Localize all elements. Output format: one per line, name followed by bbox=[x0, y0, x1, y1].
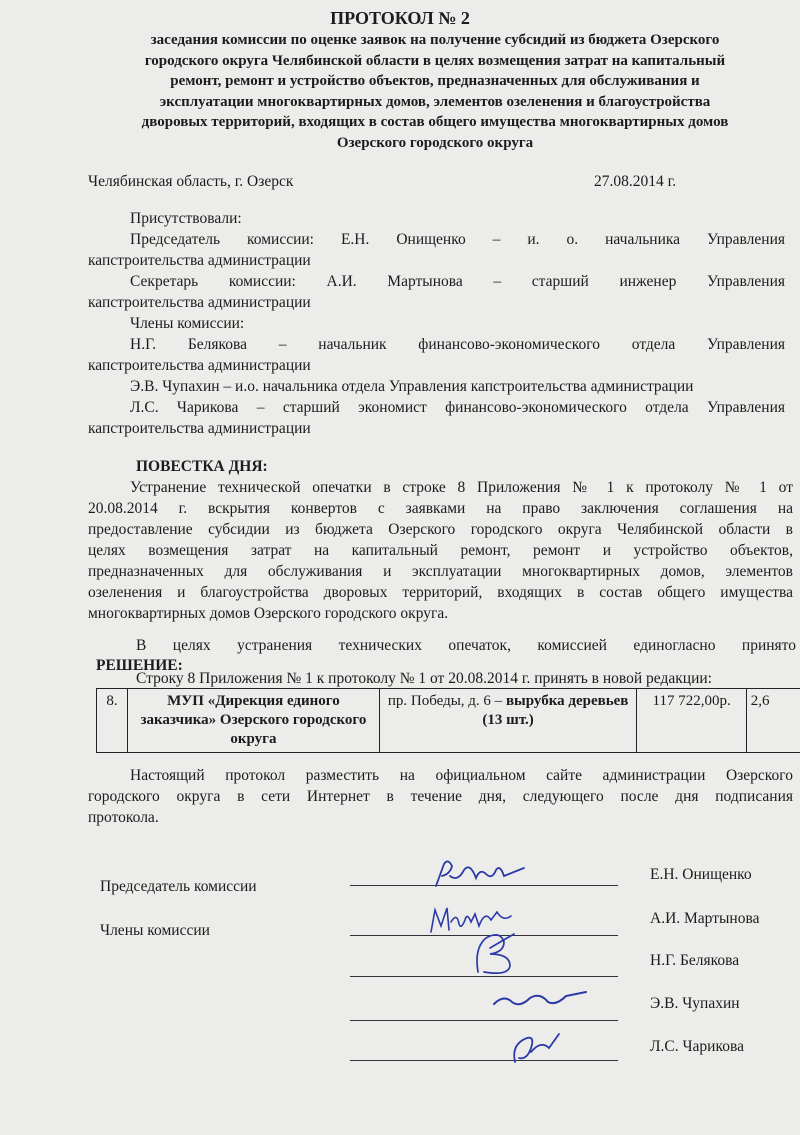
publication-line: протокола. bbox=[88, 809, 159, 826]
object-address: пр. Победы, д. 6 – bbox=[387, 693, 506, 709]
decision-heading: РЕШЕНИЕ: bbox=[96, 657, 183, 674]
organization-cell: МУП «Дирекция единого заказчика» Озерского городского округа bbox=[128, 689, 380, 753]
attendance-heading: Присутствовали: bbox=[130, 210, 242, 227]
members-heading: Члены комиссии: bbox=[130, 315, 245, 332]
publication-text bbox=[88, 765, 793, 828]
signatory-name: Э.В. Чупахин bbox=[650, 995, 740, 1012]
secretary-line-cont: капстроительства администрации bbox=[88, 294, 311, 311]
subtitle-line: дворовых территорий, входящих в состав общего имущества многоквартирных домов bbox=[141, 114, 729, 131]
table-row bbox=[97, 689, 800, 753]
agenda-line: целях возмещения затрат на капитальный ремонт, ремонт и устройство объектов, bbox=[88, 542, 793, 559]
agenda-line: предоставление субсидии из бюджета Озерского городского округа Челябинской области в bbox=[88, 521, 793, 538]
chairman-line: Председатель комиссии: Е.Н. Онищенко – и. о. начальника Управления bbox=[130, 231, 785, 248]
subtitle-line: Озерского городского округа bbox=[336, 134, 534, 151]
member-line-cont: капстроительства администрации bbox=[88, 357, 311, 374]
agenda-line: Устранение технической опечатки в строке 8 Приложения № 1 к протоколу № 1 от bbox=[130, 479, 793, 496]
agenda-line: 20.08.2014 г. вскрытия конвертов с заявками на право заключения соглашения на bbox=[88, 500, 793, 517]
agenda-heading: ПОВЕСТКА ДНЯ: bbox=[136, 458, 268, 475]
publication-line: городского округа в сети Интернет в течение дня, следующего после дня подписания bbox=[88, 788, 793, 805]
signatory-name: Е.Н. Онищенко bbox=[650, 866, 752, 883]
signature-line bbox=[350, 1020, 618, 1021]
decision-intro: В целях устранения технических опечаток, комиссией единогласно принято bbox=[136, 637, 796, 654]
subtitle-line: ремонт, ремонт и устройство объектов, предназначенных для обслуживания и bbox=[170, 73, 700, 90]
members-signature-label: Члены комиссии bbox=[100, 922, 210, 939]
subtitle-line: городского округа Челябинской области в целях возмещения затрат на капитальный bbox=[144, 52, 726, 69]
signature-charikova-image bbox=[505, 1030, 565, 1068]
agenda-line: многоквартирных домов Озерского городского округа. bbox=[88, 605, 449, 622]
signature-line bbox=[350, 1060, 618, 1061]
member-line-cont: капстроительства администрации bbox=[88, 420, 311, 437]
signature-chupakhin-image bbox=[490, 988, 590, 1010]
place: Челябинская область, г. Озерск bbox=[88, 173, 294, 190]
member-line: Л.С. Чарикова – старший экономист финансово-экономического отдела Управления bbox=[130, 399, 785, 416]
member-line: Э.В. Чупахин – и.о. начальника отдела Управления капстроительства администрации bbox=[130, 378, 694, 395]
subtitle-line: эксплуатации многоквартирных домов, элементов озеленения и благоустройства bbox=[159, 93, 711, 110]
subtitle-line: заседания комиссии по оценке заявок на получение субсидий из бюджета Озерского bbox=[150, 32, 720, 48]
chairman-line-cont: капстроительства администрации bbox=[88, 252, 311, 269]
secretary-line: Секретарь комиссии: А.И. Мартынова – старший инженер Управления bbox=[130, 273, 785, 290]
object-work: вырубка деревьев (13 шт.) bbox=[482, 693, 629, 728]
decision-text: Строку 8 Приложения № 1 к протоколу № 1 от 20.08.2014 г. принять в новой редакции: bbox=[136, 670, 712, 687]
document-title: ПРОТОКОЛ № 2 bbox=[330, 8, 470, 28]
score-cell: 2,6 bbox=[746, 689, 800, 753]
chairman-signature-label: Председатель комиссии bbox=[100, 878, 257, 895]
appendix-row-table bbox=[96, 688, 800, 753]
agenda-line: озеленения и благоустройства дворовых территорий, входящих в состав общего имущества bbox=[88, 584, 793, 601]
signature-belyakova-image bbox=[470, 928, 520, 978]
signatory-name: А.И. Мартынова bbox=[650, 910, 760, 927]
agenda-text bbox=[88, 477, 793, 624]
object-cell bbox=[379, 689, 637, 753]
document-subtitle bbox=[70, 30, 800, 154]
amount-cell: 117 722,00р. bbox=[637, 689, 746, 753]
signatory-name: Н.Г. Белякова bbox=[650, 952, 740, 969]
signatory-name: Л.С. Чарикова bbox=[650, 1038, 744, 1055]
member-line: Н.Г. Белякова – начальник финансово-экономического отдела Управления bbox=[130, 336, 785, 353]
date: 27.08.2014 г. bbox=[594, 173, 677, 190]
publication-line: Настоящий протокол разместить на официальном сайте администрации Озерского bbox=[130, 767, 793, 784]
agenda-line: предназначенных для обслуживания и эксплуатации многоквартирных домов, элементов bbox=[88, 563, 793, 580]
row-number-cell: 8. bbox=[97, 689, 128, 753]
signature-onishchenko-image bbox=[430, 856, 530, 890]
